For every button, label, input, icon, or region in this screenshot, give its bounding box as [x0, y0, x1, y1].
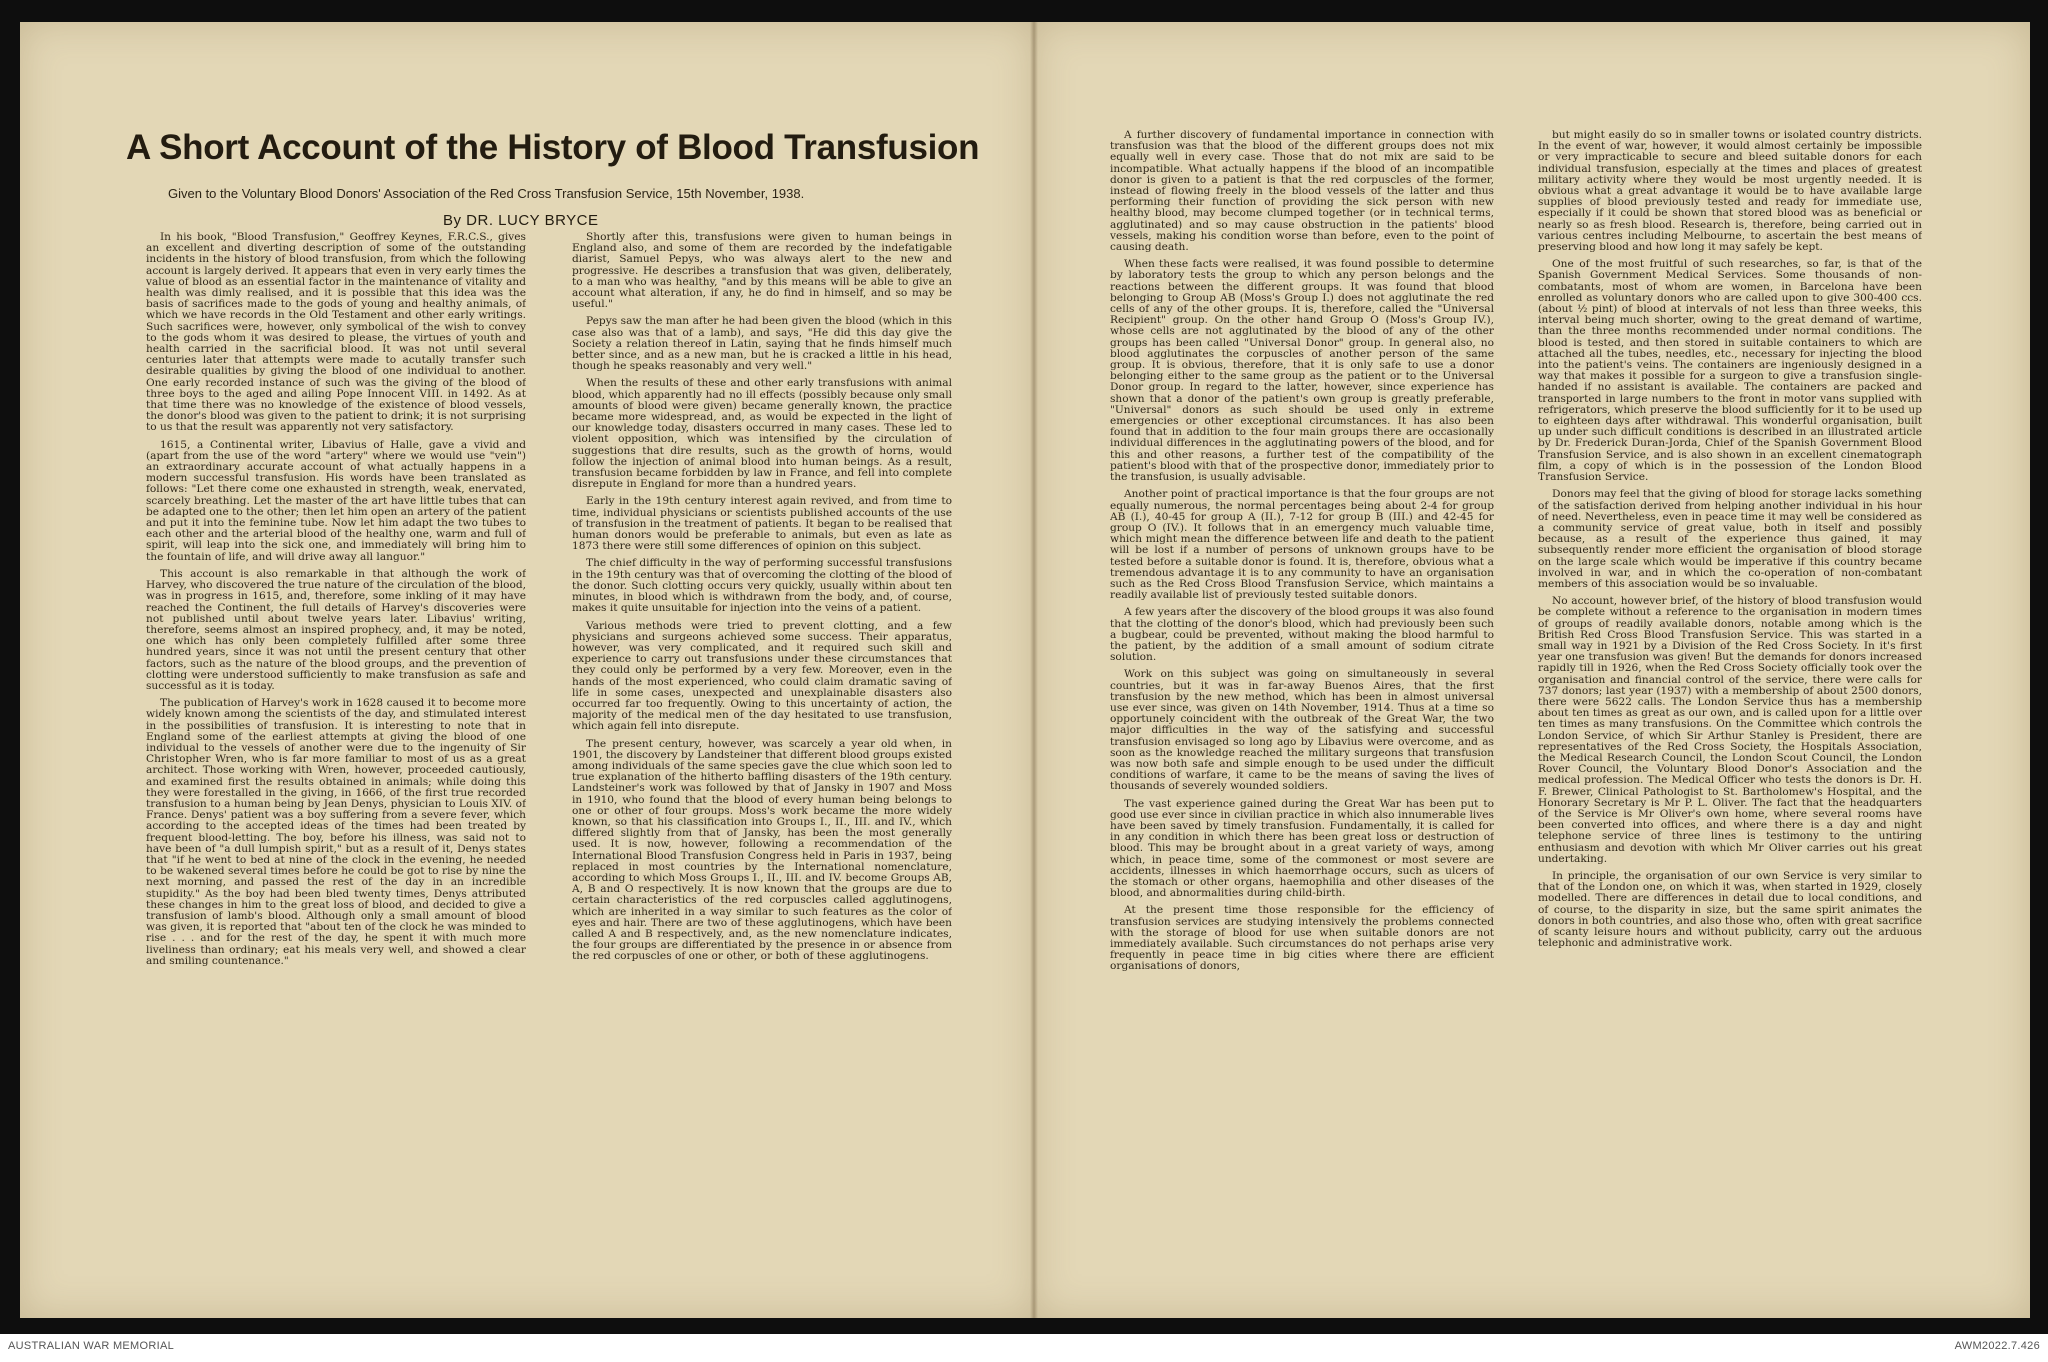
document-subtitle: Given to the Voluntary Blood Donors' Association of the Red Cross Transfusion Service, 15th November, 1938.: [168, 186, 805, 201]
paragraph: The vast experience gained during the Great War has been put to good use ever since in civilian practice in which also innumerable lives have been saved by timely transfusion. Fundamentally, it is called for in any condition in which there has been great loss or destruction of blood. This may be brought about in a great variety of ways, among which, in peace time, some of the commonest or most severe are accidents, illnesses in which haemorrhage occurs, such as ulcers of the stomach or other organs, haemophilia and other diseases of the blood, and abnormalities during child-birth.: [1110, 797, 1494, 900]
paragraph: Work on this subject was going on simultaneously in several countries, but it was in far-away Buenos Aires, that the first transfusion by the new method, which has been in almost universal use ever since, was given on 14th November, 1914. Thus at a time so opportunely coincident with the outbreak of the Great War, the two major difficulties in the way of the satisfying and successful transfusion envisaged so long ago by Libavius were overcome, and as soon as the knowledge reached the military surgeons that transfusion was now both safe and simple enough to be used under the difficult conditions of warfare, it came to be the means of saving the lives of thousands of severely wounded soldiers.: [1110, 668, 1494, 793]
paragraph: When these facts were realised, it was found possible to determine by laboratory tests the group to which any person belongs and the reactions between the different groups. It was found that blood belonging to Group AB (Moss's Group I.) does not agglutinate the red cells of any of the other groups. It is, therefore, called the "Universal Recipient" group. On the other hand Group O (Moss's Group IV.), whose cells are not agglutinated by the blood of any of the other groups has been called "Universal Donor" group. In general also, no blood agglutinates the corpuscles of another person of the same group. It is obvious, therefore, that it is only safe to use a donor belonging either to the same group as the patient or to the Universal Donor group. In regard to the latter, however, since experience has shown that a donor of the patient's own group is greatly preferable, "Universal" donors as such should be used only in extreme emergencies or other exceptional circumstances. It has also been found that in addition to the four main groups there are occasionally individual differences in the agglutinating powers of the blood, and for this and other reasons, a further test of the compatibility of the patient's blood with that of the prospective donor, immediately prior to the transfusion, is usually advisable.: [1110, 258, 1494, 484]
text-column-1: [146, 232, 526, 1295]
paragraph: Shortly after this, transfusions were given to human beings in England also, and some of them are recorded by the indefatigable diarist, Samuel Pepys, who was always alert to the new and progressive. He describes a transfusion that was given, deliberately, to a man who was healthy, "and by this means will be able to give an account what alteration, if any, he do find in himself, and so may be useful.": [572, 232, 952, 311]
paragraph: Donors may feel that the giving of blood for storage lacks something of the satisfaction derived from helping another individual in his hour of need. Nevertheless, even in peace time it may well be considered as a community service of great value, both in itself and possibly because, as a result of the experience thus gained, it may subsequently render more efficient the organisation of blood storage on the large scale which would be imperative if this country became involved in war, and in which the co-operation of non-combatant members of this association would be so invaluable.: [1538, 488, 1922, 590]
text-column-4: [1538, 130, 1922, 1210]
footer-credit: AUSTRALIAN WAR MEMORIAL: [8, 1340, 175, 1352]
paragraph: The chief difficulty in the way of performing successful transfusions in the 19th century was that of overcoming the clotting of the blood of the donor. Such clotting occurs very quickly, usually within about ten minutes, in blood which is withdrawn from the body, and, of course, makes it quite unsuitable for injection into the veins of a patient.: [572, 557, 952, 615]
paragraph: The publication of Harvey's work in 1628 caused it to become more widely known among the scientists of the day, and stimulated interest in the possibilities of transfusion. It is interesting to note that in England some of the earliest attempts at giving the blood of one individual to the vessels of another were due to the ingenuity of Sir Christopher Wren, who is far more familiar to most of us as a great architect. Those working with Wren, however, proceeded cautiously, and examined first the results obtained in animals; while doing this they were forestalled in the giving, in 1666, of the first true recorded transfusion to a human being by Jean Denys, physician to Louis XIV. of France. Denys' patient was a boy suffering from a severe fever, which according to the accepted ideas of the times had been treated by frequent blood-letting. The boy, before his illness, was said not to have been of "a dull lumpish spirit," but as a result of it, Denys states that "if he went to bed at nine of the clock in the evening, he needed to be wakened several times before he could be got to rise by nine the next morning, and passed the rest of the day in an incredible stupidity." As the boy had been bled twenty times, Denys attributed these changes in him to the great loss of blood, and decided to give a transfusion of lamb's blood. Although only a small amount of blood was given, it is reported that "about ten of the clock he was minded to rise . . . and for the rest of the day, he spent it with much more liveliness than ordinary; eat his meals very well, and showed a clear and smiling countenance.": [146, 697, 526, 967]
paragraph: In principle, the organisation of our own Service is very similar to that of the London one, on which it was, when started in 1929, closely modelled. There are differences in detail due to local conditions, and of course, to the disparity in size, but the same spirit animates the donors in both countries, and also those who, often with great sacrifice of scanty leisure hours and without publicity, carry out the arduous telephonic and administrative work.: [1538, 870, 1922, 950]
footer-accession-number: AWM2022.7.426: [1954, 1340, 2040, 1352]
paragraph: A few years after the discovery of the blood groups it was also found that the clotting of the donor's blood, which had previously been such a bugbear, could be prevented, without making the blood harmful to the patient, by the addition of a small amount of sodium citrate solution.: [1110, 606, 1494, 664]
paragraph: Another point of practical importance is that the four groups are not equally numerous, the normal percentages being about 2-4 for group AB (I.), 40-45 for group A (II.), 7-12 for group B (III.) and 42-45 for group O (IV.). It follows that in an emergency much valuable time, which might mean the difference between life and death to the patient will be lost if a number of persons of unknown groups have to be tested before a suitable donor is found. It is, therefore, obvious what a tremendous advantage it is to any community to have an organisation such as the Red Cross Blood Transfusion Service, which maintains a readily available list of previously tested suitable donors.: [1110, 488, 1494, 602]
paragraph: A further discovery of fundamental importance in connection with transfusion was that the blood of the different groups does not mix equally well in every case. Those that do not mix are said to be incompatible. What actually happens if the blood of an incompatible donor is given to a patient is that the red corpuscles of the former, instead of flowing freely in the blood vessels of the latter and thus performing their function of providing the sick person with new healthy blood, may become clumped together (or in technical terms, agglutinated) and so may cause obstruction in the patients' blood vessels, making his condition worse than before, even to the point of causing death.: [1110, 130, 1494, 254]
paragraph: One of the most fruitful of such researches, so far, is that of the Spanish Government Medical Services. Some thousands of non-combatants, most of whom are women, in Barcelona have been enrolled as voluntary donors who are called upon to give 300-400 ccs. (about ½ pint) of blood at intervals of not less than three weeks, this interval being much shorter, owing to the great demand of wartime, than the three months recommended under normal conditions. The blood is tested, and then stored in suitable containers to which are attached all the tubes, needles, etc., necessary for injecting the blood into the patient's veins. The containers are ingeniously designed in a way that makes it possible for a surgeon to give a transfusion single-handed if no assistant is available. The containers are packed and transported in large numbers to the front in motor vans supplied with refrigerators, which preserve the blood sufficiently for it to be used up to eighteen days after withdrawal. This wonderful organisation, built up under such difficult conditions is described in an illustrated article by Dr. Frederick Duran-Jorda, Chief of the Spanish Government Blood Transfusion Service, and is also shown in an excellent cinematograph film, a copy of which is in the possession of the London Blood Transfusion Service.: [1538, 258, 1922, 484]
paragraph: When the results of these and other early transfusions with animal blood, which apparently had no ill effects (possibly because only small amounts of blood were given) became generally known, the practice became more widespread, and, as would be expected in the light of our knowledge today, disasters occurred in many cases. These led to violent opposition, which was intensified by the circulation of suggestions that dire results, such as the growth of horns, would follow the injection of animal blood into human beings. As a result, transfusion became forbidden by law in France, and fell into complete disrepute in England for more than a hundred years.: [572, 377, 952, 491]
paragraph: but might easily do so in smaller towns or isolated country districts. In the event of war, however, it would almost certainly be impossible or very impracticable to secure and bleed suitable donors for each individual transfusion, especially at the times and places of greatest military activity where they would be most urgently needed. It is obvious what a great advantage it would be to have available large supplies of blood previously tested and ready for immediate use, especially if it could be shown that stored blood was as beneficial or nearly so as fresh blood. Research is, therefore, being carried out in various centres including Melbourne, to ascertain the best means of preserving blood and how long it may safely be kept.: [1538, 130, 1922, 254]
text-column-3: [1110, 130, 1494, 1240]
text-column-2: [572, 232, 952, 1175]
paragraph: Pepys saw the man after he had been given the blood (which in this case also was that of a lamb), and says, "He did this day give the Society a relation thereof in Latin, saying that he finds himself much better since, and as a new man, but he is cracked a little in his head, though he speaks reasonably and very well.": [572, 315, 952, 373]
paragraph: The present century, however, was scarcely a year old when, in 1901, the discovery by Landsteiner that different blood groups existed among individuals of the same species gave the clue which soon led to true explanation of the hitherto baffling disasters of the 19th century. Landsteiner's work was followed by that of Jansky in 1907 and Moss in 1910, who found that the blood of every human being belongs to one or other of four groups. Moss's work became the more widely known, so that his classification into Groups I., II., III. and IV., which differed slightly from that of Jansky, has been the most generally used. It is now, however, following a recommendation of the International Blood Transfusion Congress held in Paris in 1937, being replaced in most countries by the International nomenclature, according to which Moss Groups I., II., III. and IV. become Groups AB, A, B and O respectively. It is now known that the groups are due to certain characteristics of the red corpuscles called agglutinogens, which are inherited in a way similar to such features as the color of eyes and hair. There are two of these agglutinogens, which have been called A and B respectively, and, as the new nomenclature indicates, the four groups are differentiated by the presence in or absence from the red corpuscles of one or other, or both of these agglutinogens.: [572, 737, 952, 963]
paragraph: Early in the 19th century interest again revived, and from time to time, individual physicians or scientists published accounts of the use of transfusion in the treatment of patients. It began to be realised that human donors would be preferable to animals, but even as late as 1873 there were still some differences of opinion on this subject.: [572, 495, 952, 553]
document-byline: By DR. LUCY BRYCE: [443, 212, 599, 229]
paragraph: Various methods were tried to prevent clotting, and a few physicians and surgeons achieved some success. Their apparatus, however, was very complicated, and it required such skill and experience to carry out transfusions under these circumstances that they could only be performed by a very few. Moreover, even in the hands of the most experienced, who could claim dramatic saving of life in some cases, unexpected and unexplainable disasters also occurred far too frequently. Owing to this uncertainty of action, the majority of the medical men of the day hesitated to use transfusion, which again fell into disrepute.: [572, 619, 952, 733]
paragraph: In his book, "Blood Transfusion," Geoffrey Keynes, F.R.C.S., gives an excellent and diverting description of some of the outstanding incidents in the history of blood transfusion, from which the following account is largely derived. It appears that even in very early times the value of blood as an essential factor in the maintenance of vitality and health was dimly realised, and it is possible that this idea was the basis of sacrifices made to the gods of young and healthy animals, of which we have records in the Old Testament and other early writings. Such sacrifices were, however, only symbolical of the wish to convey to the gods whom it was desired to please, the virtues of youth and health carried in the sacrificial blood. It was not until several centuries later that attempts were made to acutally transfer such desirable qualities by giving the blood of one individual to another. One early recorded instance of such was the giving of the blood of three boys to the aged and ailing Pope Innocent VIII. in 1492. As at that time there was no knowledge of the existence of blood vessels, the donor's blood was given to the patient to drink; it is not surprising to us that the result was apparently not very satisfactory.: [146, 232, 526, 434]
paragraph: This account is also remarkable in that although the work of Harvey, who discovered the true nature of the circulation of the blood, was in progress in 1615, and, therefore, some inkling of it may have reached the Continent, the full details of Harvey's discoveries were not published until about twelve years later. Libavius' writing, therefore, seems almost an inspired prophecy, and, it may be noted, one which has only been completely fulfilled after some three hundred years, since it was not until the present century that other factors, such as the nature of the blood groups, and the prevention of clotting were understood sufficiently to make transfusion as safe and successful as it is today.: [146, 567, 526, 692]
paragraph: No account, however brief, of the history of blood transfusion would be complete without a reference to the organisation in modern times of groups of readily available donors, notable among which is the British Red Cross Blood Transfusion Service. This was started in a small way in 1921 by a Division of the Red Cross Society. In it's first year one transfusion was given! But the demands for donors increased rapidly till in 1926, when the Red Cross Society officially took over the organisation and financial control of the service, there were calls for 737 donors; last year (1937) with a membership of about 2500 donors, there were 5622 calls. The London Service thus has a membership about ten times as great as our own, and is called upon for a little over ten times as many transfusions. On the Committee which controls the London Service, of which Sir Arthur Stanley is President, there are representatives of the Red Cross Society, the Hospitals Association, the Medical Research Council, the London Scout Council, the London Rover Council, the Voluntary Blood Donor's Association and the medical profession. The Medical Officer who tests the donors is Dr. H. F. Brewer, Clinical Pathologist to St. Bartholomew's Hospital, and the Honorary Secretary is Mr P. L. Oliver. The fact that the headquarters of the Service is Mr Oliver's own home, where several rooms have been converted into offices, and where there is a day and night telephone service of three lines is testimony to the untiring enthusiasm and devotion with which Mr Oliver carries out his great undertaking.: [1538, 595, 1922, 865]
paragraph: 1615, a Continental writer, Libavius of Halle, gave a vivid and (apart from the use of the word "artery" where we would use "vein") an extraordinary accurate account of what actually happens in a modern successful transfusion. His words have been translated as follows: "Let there come one exhausted in strength, weak, enervated, scarcely breathing. Let the master of the art have little tubes that can be adapted one to the other; then let him open an artery of the patient and put it into the feminine tube. Now let him adapt the two tubes to each other and the arterial blood of the healthy one, warm and full of spirit, will leap into the sick one, and immediately will bring him to the fountain of life, and will drive away all languor.": [146, 438, 526, 563]
document-title: A Short Account of the History of Blood Transfusion: [126, 128, 980, 167]
paragraph: At the present time those responsible for the efficiency of transfusion services are studying intensively the problems connected with the storage of blood for use when suitable donors are not immediately available. Such circumstances do not perhaps arise very frequently in peace time in big cities where there are efficient organisations of donors,: [1110, 904, 1494, 973]
center-fold: [1030, 22, 1038, 1318]
